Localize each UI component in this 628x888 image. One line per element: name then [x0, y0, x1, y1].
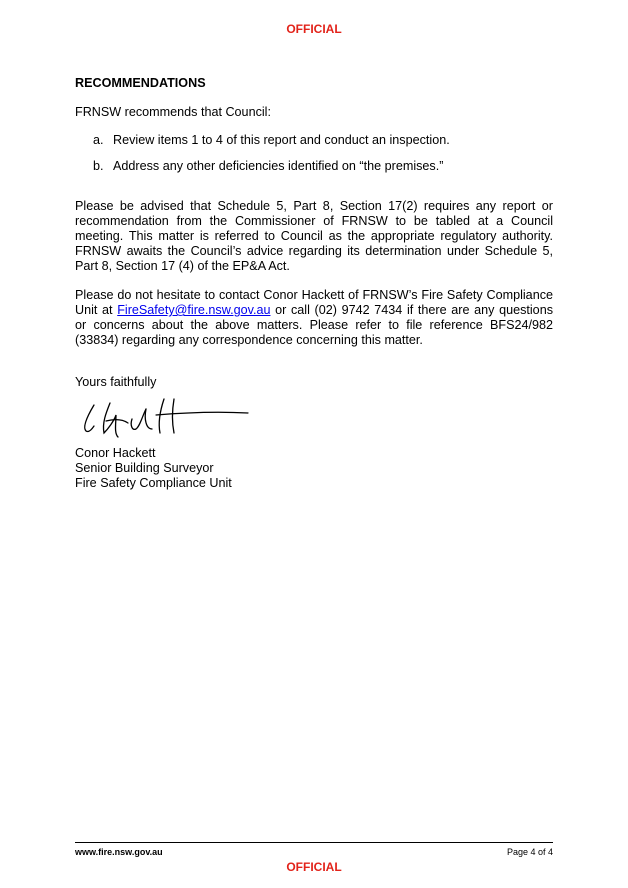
contact-paragraph: [75, 288, 553, 348]
list-marker: a.: [93, 133, 104, 147]
page-number: Page 4 of 4: [506, 847, 553, 857]
recommendation-item: [93, 159, 443, 174]
signatory-name: Conor Hackett: [75, 446, 156, 460]
signatory-unit: Fire Safety Compliance Unit: [75, 476, 232, 490]
contact-text-after: or call (02) 9742 7434 if there are any questions or concerns about the above matters. Please refer to file reference BFS24/982 (33834) regarding any correspondence concerning this matter.: [75, 303, 553, 347]
classification-footer: OFFICIAL: [286, 860, 342, 874]
recommendation-text: Address any other deficiencies identified on “the premises.”: [113, 159, 444, 173]
contact-text-before: Please do not hesitate to contact Conor Hackett of FRNSW’s Fire Safety Compliance Unit at: [75, 288, 553, 317]
email-link[interactable]: FireSafety@fire.nsw.gov.au: [117, 303, 271, 317]
intro-text: FRNSW recommends that Council:: [75, 105, 271, 119]
recommendation-text: Review items 1 to 4 of this report and conduct an inspection.: [113, 133, 450, 147]
list-marker: b.: [93, 159, 104, 173]
footer-website: www.fire.nsw.gov.au: [75, 847, 163, 857]
handwritten-signature: [80, 393, 250, 443]
closing-salutation: Yours faithfully: [75, 375, 157, 389]
classification-header: OFFICIAL: [286, 22, 342, 36]
recommendation-item: [93, 133, 450, 148]
advice-paragraph: Please be advised that Schedule 5, Part 8, Section 17(2) requires any report or recommendation from the Commissioner of FRNSW to be tabled at a Council meeting. This matter is referred to Council as the appropriate regulatory authority. FRNSW awaits the Council’s advice regarding its determination under Schedule 5, Part 8, Section 17 (4) of the EP&A Act.: [75, 199, 553, 273]
signatory-title: Senior Building Surveyor: [75, 461, 214, 475]
section-heading: RECOMMENDATIONS: [75, 76, 206, 90]
footer-divider: [75, 842, 553, 843]
